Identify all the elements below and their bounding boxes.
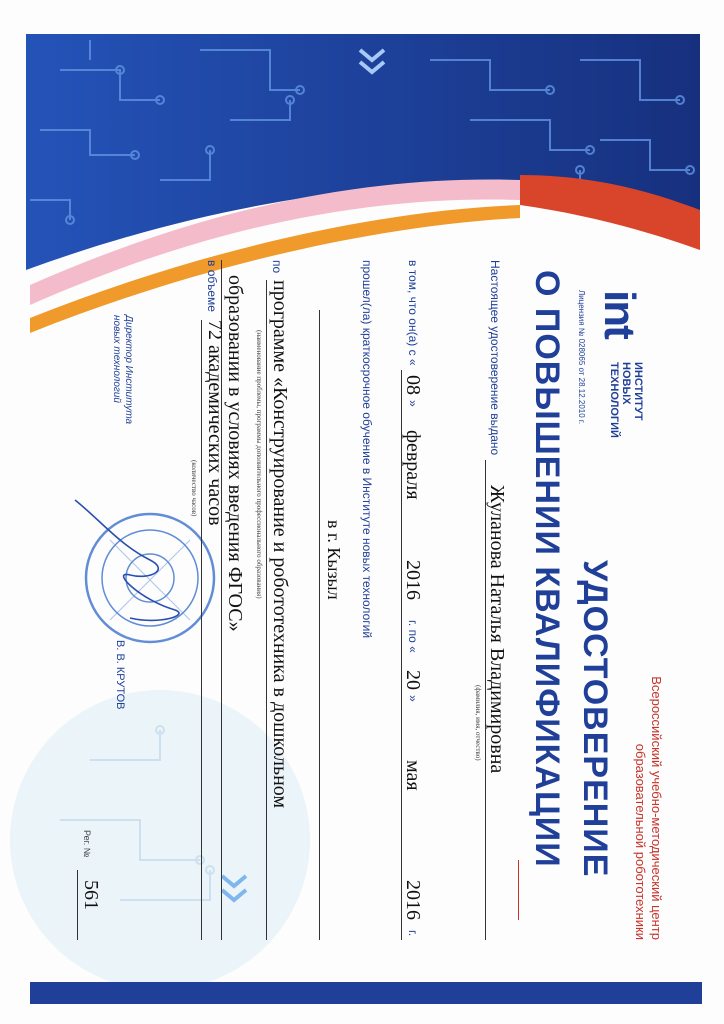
certificate-title-line1: УДОСТОВЕРЕНИЕ (576, 560, 614, 878)
dates-sep2: » (406, 695, 420, 702)
program-line2: образовании в условиях введения ФГОС» (224, 275, 246, 632)
issued-label: Настоящее удостоверение выдано (488, 260, 502, 456)
signatory-title (110, 315, 134, 424)
title-accent-line (518, 860, 519, 920)
training-city: в г. Кызыл (324, 520, 344, 600)
registration-label: Рег. № (82, 830, 92, 858)
center-name (632, 610, 664, 940)
signatory-name: В. В. КРУТОВ (114, 640, 126, 710)
dates-prefix: в том, что он(а) с « (406, 260, 420, 366)
dates-to-label: г. по « (406, 620, 420, 653)
volume-caption: (количество часов) (190, 460, 198, 517)
logo-mark: int (595, 290, 644, 338)
logo-line3: ТЕХНОЛОГИЙ (608, 362, 620, 438)
recipient-name: Жуланова Наталья Владимировна (486, 485, 508, 774)
day-to: 20 (402, 670, 424, 690)
day-from: 08 (402, 375, 424, 395)
dates-suffix: г. (406, 930, 420, 937)
logo-line2: НОВЫХ (620, 362, 632, 405)
program-label: по (270, 260, 284, 274)
program-caption: (наименование проблемы, программы дополнительного профессионального образования) (255, 330, 263, 599)
month-to: мая (402, 760, 424, 791)
month-from: февраля (402, 430, 424, 500)
year-from: 2016 (402, 560, 424, 600)
center-name-line1: Всероссийский учебно-методический центр (649, 676, 664, 940)
signatory-title-line2: новых технологий (111, 315, 122, 403)
signatory-title-line1: Директор Института (123, 315, 134, 425)
logo-line1: ИНСТИТУТ (632, 362, 644, 421)
center-name-line2: образовательной робототехники (633, 743, 648, 940)
dates-sep1: » (406, 400, 420, 407)
volume-label: в объеме (205, 260, 219, 312)
year-to: 2016 (402, 880, 424, 920)
program-line1: программе «Конструирование и робототехника в дошкольном (269, 280, 291, 809)
volume-value: 72 академических часов (204, 320, 226, 526)
certificate-title-line2: О ПОВЫШЕНИИ КВАЛИФИКАЦИИ (528, 270, 566, 868)
training-text: прошел(ла) краткосрочное обучение в Институте новых технологий (360, 260, 374, 639)
license-text: Лицензия № 028065 от 28.12.2010 г. (577, 290, 586, 425)
registration-number: 561 (80, 880, 102, 910)
recipient-name-caption: (фамилия, имя, отчество) (474, 685, 482, 761)
